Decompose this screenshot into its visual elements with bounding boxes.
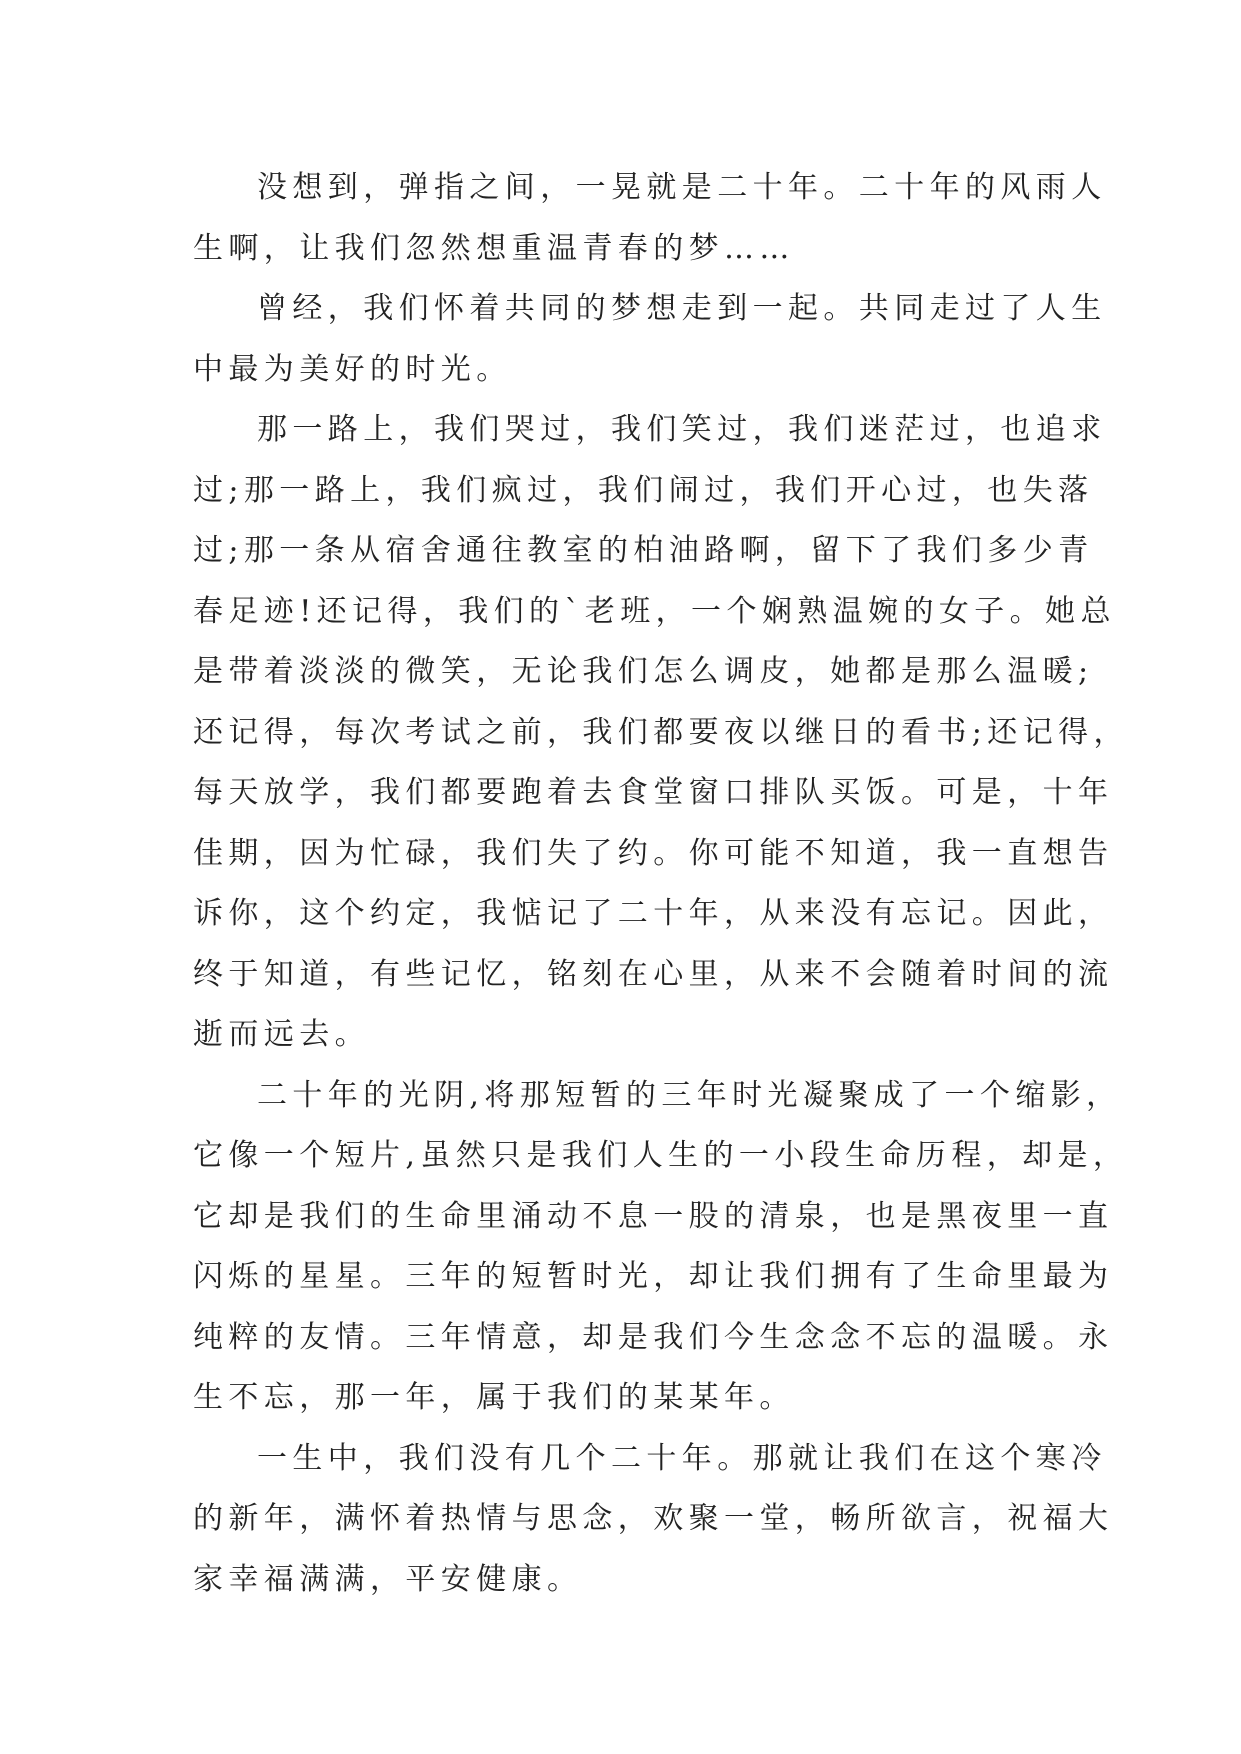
text-line: 它像一个短片,虽然只是我们人生的一小段生命历程，却是， [193, 1138, 1129, 1173]
text-line: 二十年的光阴,将那短暂的三年时光凝聚成了一个缩影， [257, 1077, 1122, 1113]
text-line: 一生中，我们没有几个二十年。那就让我们在这个寒冷 [257, 1440, 1107, 1476]
text-line: 纯粹的友情。三年情意，却是我们今生念念不忘的温暖。永 [193, 1319, 1114, 1355]
text-line: 过;那一路上，我们疯过，我们闹过，我们开心过，也失落 [193, 472, 1094, 508]
paragraph-3 [193, 400, 1129, 1066]
text-line: 曾经，我们怀着共同的梦想走到一起。共同走过了人生 [257, 291, 1107, 326]
text-line: 诉你，这个约定，我惦记了二十年，从来没有忘记。因此， [193, 896, 1114, 931]
text-line: 春足迹!还记得，我们的`老班，一个娴熟温婉的女子。她总 [193, 593, 1116, 629]
text-line: 闪烁的星星。三年的短暂时光，却让我们拥有了生命里最为 [193, 1259, 1114, 1294]
paragraph-4 [193, 1066, 1129, 1429]
document-body [193, 158, 1129, 1610]
text-line: 生不忘，那一年，属于我们的某某年。 [193, 1380, 795, 1415]
text-line: 终于知道，有些记忆，铭刻在心里，从来不会随着时间的流 [193, 956, 1114, 992]
text-line: 生啊，让我们忽然想重温青春的梦…… [193, 230, 795, 266]
text-line: 是带着淡淡的微笑，无论我们怎么调皮，她都是那么温暖; [193, 654, 1094, 689]
text-line: 每天放学，我们都要跑着去食堂窗口排队买饭。可是，十年 [193, 775, 1114, 810]
text-line: 还记得，每次考试之前，我们都要夜以继日的看书;还记得， [193, 714, 1129, 750]
text-line: 家幸福满满，平安健康。 [193, 1561, 583, 1597]
text-line: 没想到，弹指之间，一晃就是二十年。二十年的风雨人 [257, 170, 1107, 205]
text-line: 的新年，满怀着热情与思念，欢聚一堂，畅所欲言，祝福大 [193, 1501, 1114, 1536]
text-line: 那一路上，我们哭过，我们笑过，我们迷茫过，也追求 [257, 412, 1107, 447]
text-line: 佳期，因为忙碌，我们失了约。你可能不知道，我一直想告 [193, 835, 1114, 871]
text-line: 它却是我们的生命里涌动不息一股的清泉，也是黑夜里一直 [193, 1198, 1114, 1234]
paragraph-5 [193, 1429, 1114, 1611]
text-line: 逝而远去。 [193, 1017, 370, 1052]
paragraph-1 [193, 158, 1107, 279]
paragraph-2 [193, 279, 1107, 400]
text-line: 过;那一条从宿舍通往教室的柏油路啊，留下了我们多少青 [193, 533, 1094, 568]
text-line: 中最为美好的时光。 [193, 351, 512, 387]
